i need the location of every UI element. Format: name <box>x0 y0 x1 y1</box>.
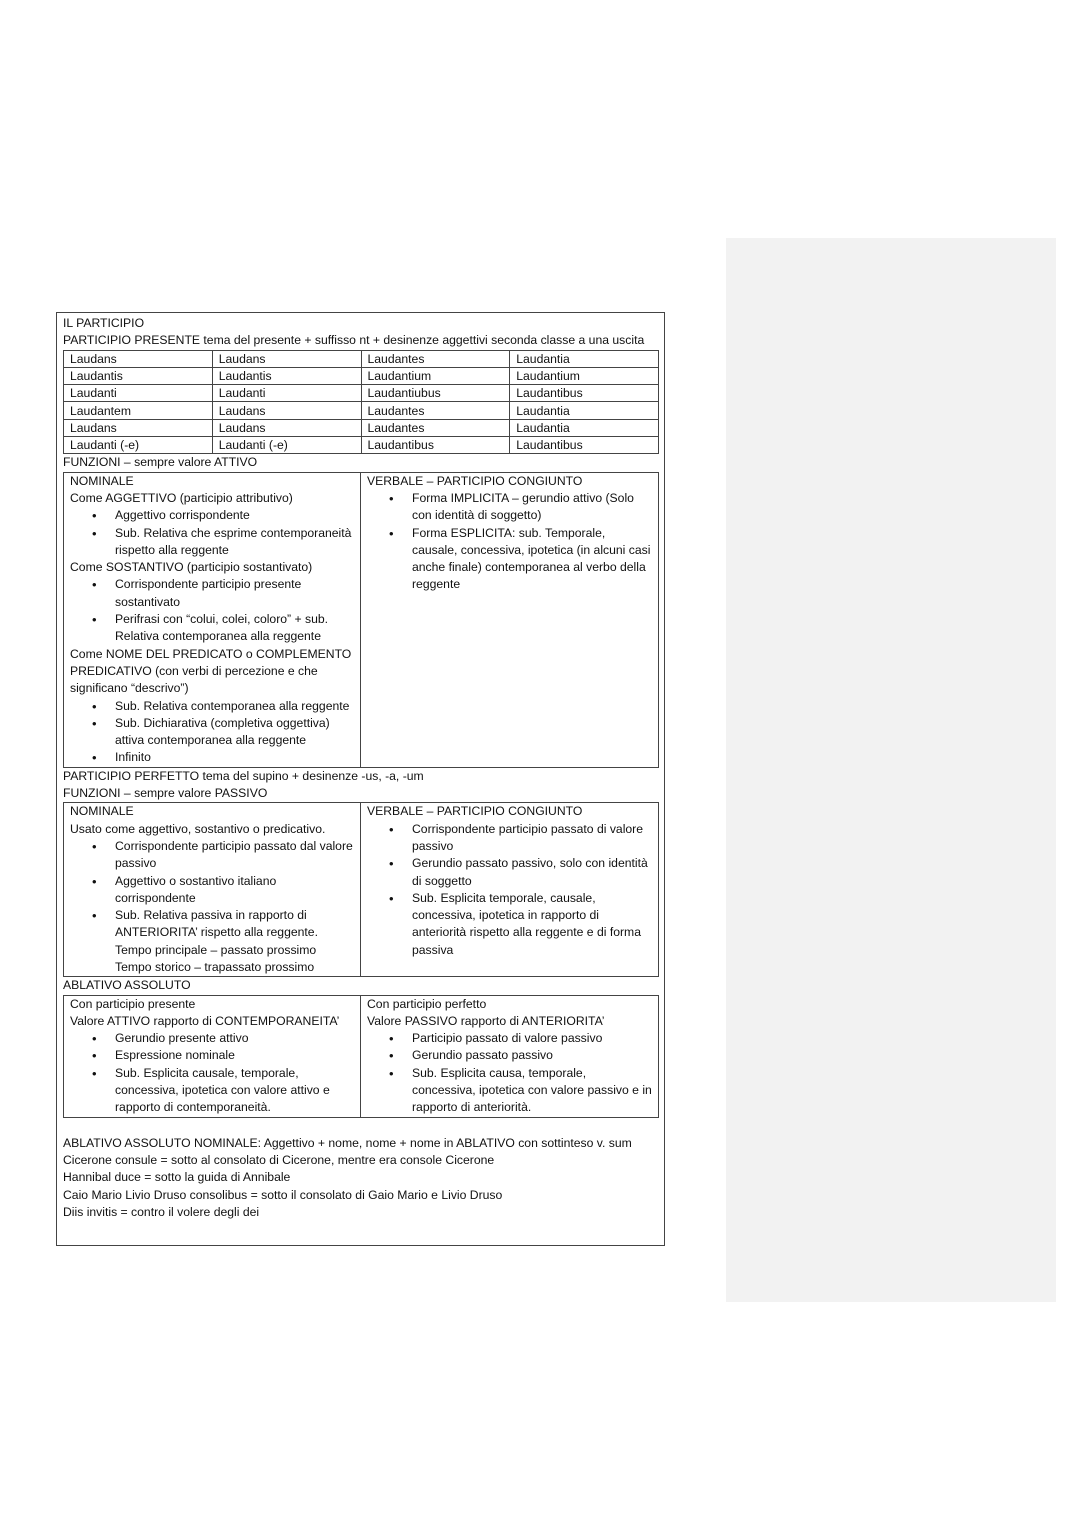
participio-presente-heading: PARTICIPIO PRESENTE tema del presente + suffisso nt + desinenze aggettivi seconda classe a una uscita <box>63 333 645 348</box>
table-cell: Laudantibus <box>510 437 659 454</box>
list-item: • Gerundio presente attivo <box>115 1030 354 1047</box>
table-row <box>64 385 659 402</box>
predicato-heading: Come NOME DEL PREDICATO o COMPLEMENTO PREDICATIVO (con verbi di percezione e che significano “descrivo”) <box>70 646 352 696</box>
list-item: • Gerundio passato passivo, solo con identità di soggetto <box>412 855 652 890</box>
list-item: • Perifrasi con “colui, colei, coloro” + sub. Relativa contemporanea alla reggente <box>115 611 354 646</box>
nominale-title: NOMINALE <box>70 473 134 488</box>
example-line: Cicerone consule = sotto al consolato di Cicerone, mentre era console Cicerone <box>63 1152 495 1167</box>
table-cell: Laudanti <box>64 385 213 402</box>
table-cell: Laudantium <box>510 367 659 384</box>
list-item: • Corrispondente participio passato dal valore passivo <box>115 838 354 873</box>
aggettivo-heading: Come AGGETTIVO (participio attributivo) <box>70 490 293 505</box>
verbale-list <box>367 490 652 594</box>
table-row <box>64 402 659 419</box>
list-item: • Sub. Esplicita causale, temporale, concessiva, ipotetica con valore attivo e rapporto di contemporaneità. <box>115 1065 354 1117</box>
tempo-storico: Tempo storico – trapassato prossimo <box>115 959 315 974</box>
ablativo-perfetto-subtitle: Valore PASSIVO rapporto di ANTERIORITA’ <box>367 1013 605 1028</box>
ablativo-perfetto-column <box>361 996 658 1117</box>
aggettivo-list <box>70 507 354 559</box>
verbale-title: VERBALE – PARTICIPIO CONGIUNTO <box>367 473 583 488</box>
table-cell: Laudantem <box>64 402 213 419</box>
ablativo-perfetto-title: Con participio perfetto <box>367 996 487 1011</box>
list-item: • Sub. Dichiarativa (completiva oggettiva) attiva contemporanea alla reggente <box>115 715 354 750</box>
declension-table <box>63 350 659 455</box>
perfetto-functions-box <box>63 802 659 977</box>
list-item: • Forma IMPLICITA – gerundio attivo (Solo con identità di soggetto) <box>412 490 652 525</box>
ablativo-nominale-heading: ABLATIVO ASSOLUTO NOMINALE: Aggettivo + nome, nome + nome in ABLATIVO con sottinteso v. sum <box>63 1135 632 1150</box>
table-cell: Laudantiubus <box>361 385 510 402</box>
page-title: IL PARTICIPIO <box>63 316 145 330</box>
table-cell: Laudantia <box>510 350 659 367</box>
nominale-column <box>64 473 361 767</box>
list-item: • Participio passato di valore passivo <box>412 1030 652 1047</box>
predicato-list <box>70 698 354 767</box>
verbale-column <box>361 473 658 767</box>
ablativo-presente-title: Con participio presente <box>70 996 196 1011</box>
ablativo-perfetto-list <box>367 1030 652 1116</box>
list-item: • Sub. Relativa contemporanea alla reggente <box>115 698 354 715</box>
funzioni-attivo-heading: FUNZIONI – sempre valore ATTIVO <box>63 455 258 470</box>
table-cell: Laudans <box>212 419 361 436</box>
list-item: • Sub. Relativa che esprime contemporaneità rispetto alla reggente <box>115 525 354 560</box>
table-cell: Laudantia <box>510 419 659 436</box>
nominale-title: NOMINALE <box>70 804 134 819</box>
list-item: • Aggettivo corrispondente <box>115 507 354 524</box>
table-cell: Laudanti <box>212 385 361 402</box>
list-item: • Aggettivo o sostantivo italiano corrispondente <box>115 873 354 908</box>
list-item: • Corrispondente participio passato di valore passivo <box>412 821 652 856</box>
ablativo-box <box>63 995 659 1118</box>
list-item: • Sub. Esplicita causa, temporale, concessiva, ipotetica con valore passivo e in rapporto di anteriorità. <box>412 1065 652 1117</box>
ablativo-presente-subtitle: Valore ATTIVO rapporto di CONTEMPORANEITA’ <box>70 1013 340 1028</box>
table-row <box>64 367 659 384</box>
nominale-intro: Usato come aggettivo, sostantivo o predicativo. <box>70 821 326 836</box>
list-item-text: Sub. Relativa passiva in rapporto di ANTERIORITA’ rispetto alla reggente. <box>115 908 318 940</box>
list-item: • Corrispondente participio presente sostantivato <box>115 576 354 611</box>
document-page <box>56 312 665 1246</box>
verbale-title: VERBALE – PARTICIPIO CONGIUNTO <box>367 804 583 819</box>
list-item: • Sub. Esplicita temporale, causale, concessiva, ipotetica in rapporto di anteriorità rispetto alla reggente e di forma passiva <box>412 890 652 959</box>
participio-perfetto-heading: PARTICIPIO PERFETTO tema del supino + desinenze -us, -a, -um <box>63 768 424 783</box>
tempo-principale: Tempo principale – passato prossimo <box>115 942 317 957</box>
table-row <box>64 419 659 436</box>
table-cell: Laudantia <box>510 402 659 419</box>
perfetto-verbale-list <box>367 821 652 959</box>
list-item <box>115 907 354 976</box>
table-cell: Laudantes <box>361 419 510 436</box>
example-line: Caio Mario Livio Druso consolibus = sotto il consolato di Gaio Mario e Livio Druso <box>63 1187 503 1202</box>
list-item: • Forma ESPLICITA: sub. Temporale, causale, concessiva, ipotetica (in alcuni casi anche finale) contemporanea al verbo della reggente <box>412 525 652 594</box>
table-cell: Laudantium <box>361 367 510 384</box>
example-line: Diis invitis = contro il volere degli dei <box>63 1204 260 1219</box>
table-cell: Laudans <box>212 350 361 367</box>
perfetto-nominale-list <box>70 838 354 976</box>
ablativo-presente-column <box>64 996 361 1117</box>
ablativo-presente-list <box>70 1030 354 1116</box>
perfetto-verbale-column <box>361 803 658 976</box>
ablativo-assoluto-heading: ABLATIVO ASSOLUTO <box>63 978 191 993</box>
table-cell: Laudantis <box>64 367 213 384</box>
example-line: Hannibal duce = sotto la guida di Annibale <box>63 1170 291 1185</box>
sostantivo-heading: Come SOSTANTIVO (participio sostantivato) <box>70 560 313 575</box>
table-cell: Laudantibus <box>510 385 659 402</box>
table-row <box>64 350 659 367</box>
table-cell: Laudanti (-e) <box>212 437 361 454</box>
funzioni-passivo-heading: FUNZIONI – sempre valore PASSIVO <box>63 786 268 801</box>
table-cell: Laudans <box>64 350 213 367</box>
sostantivo-list <box>70 576 354 645</box>
comment-sidebar <box>726 238 1056 1302</box>
table-cell: Laudantis <box>212 367 361 384</box>
table-cell: Laudantes <box>361 402 510 419</box>
table-cell: Laudanti (-e) <box>64 437 213 454</box>
table-cell: Laudantes <box>361 350 510 367</box>
table-row <box>64 437 659 454</box>
list-item: • Infinito <box>115 749 354 766</box>
table-cell: Laudans <box>212 402 361 419</box>
list-item: • Gerundio passato passivo <box>412 1047 652 1064</box>
table-cell: Laudantibus <box>361 437 510 454</box>
list-item: • Espressione nominale <box>115 1047 354 1064</box>
presente-functions-box <box>63 472 659 768</box>
perfetto-nominale-column <box>64 803 361 976</box>
table-cell: Laudans <box>64 419 213 436</box>
